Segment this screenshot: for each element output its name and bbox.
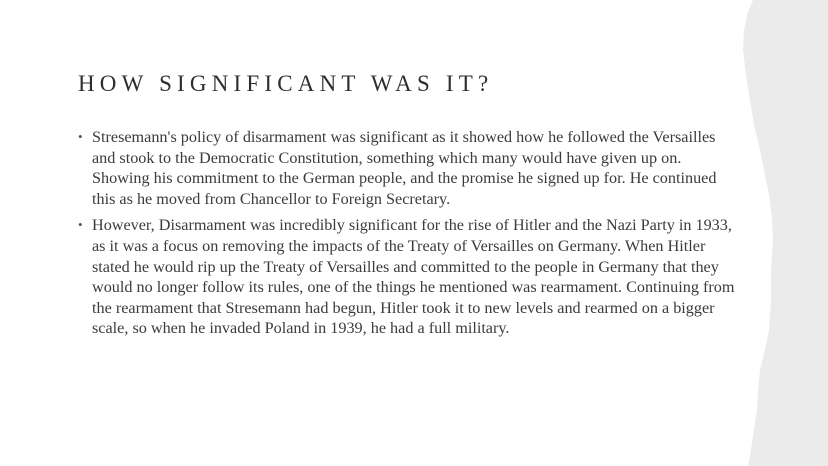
- bullet-icon: •: [78, 217, 83, 233]
- bullet-text: However, Disarmament was incredibly significant for the rise of Hitler and the Nazi Party in 1933, as it was a focus on removing the impacts of the Treaty of Versailles on Germany. When Hitler stated he would rip up the Treaty of Versailles and committed to the people in Germany that they would no longer follow its rules, one of the things he mentioned was rearmament. Continuing from the rearmament that Stresemann had begun, Hitler took it to new levels and rearmed on a bigger scale, so when he invaded Poland in 1939, he had a full military.: [92, 216, 735, 338]
- slide-title: HOW SIGNIFICANT WAS IT?: [78, 71, 494, 96]
- bullet-item: [78, 215, 738, 339]
- bullet-item: [78, 127, 738, 209]
- bullet-list: [78, 127, 738, 345]
- bullet-icon: •: [78, 129, 83, 144]
- bullet-text: Stresemann's policy of disarmament was significant as it showed how he followed the Versailles and stook to the Democratic Constitution, something which many would have given up on. Showing his commitment to the German people, and the promise he signed up for. He continued this as he moved from Chancellor to Foreign Secretary.: [92, 128, 717, 208]
